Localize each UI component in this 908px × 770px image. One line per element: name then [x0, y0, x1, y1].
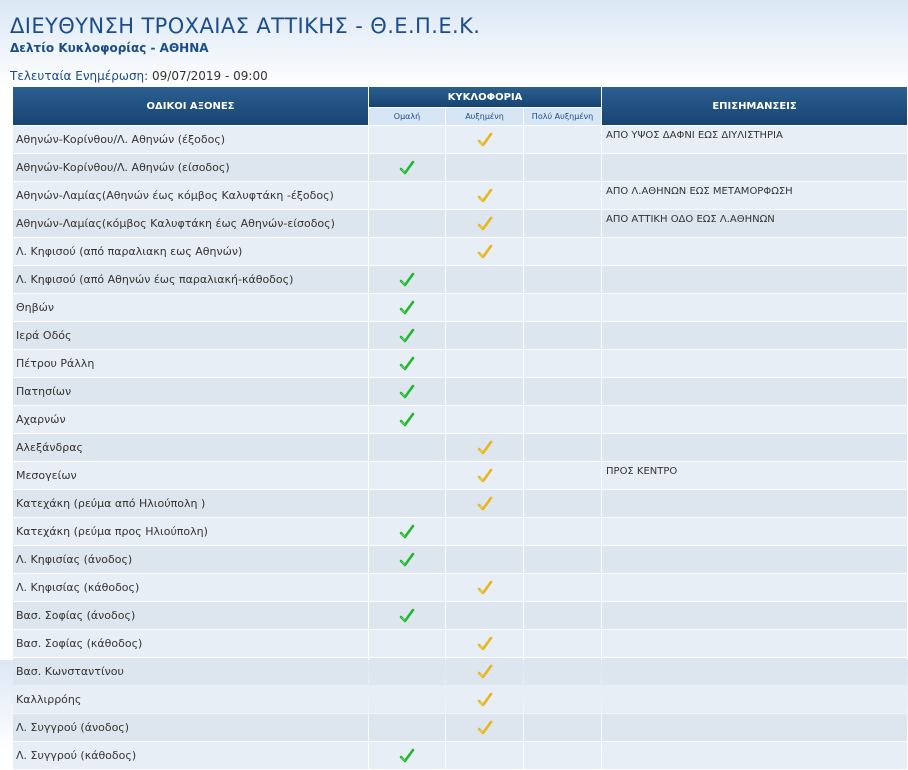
- traffic-level-cell: [446, 630, 523, 657]
- road-name: Λ. Κηφισού (από Αθηνών έως παραλιακή-κάθοδος): [13, 266, 368, 293]
- page-subtitle: Δελτίο Κυκλοφορίας - ΑΘΗΝΑ: [10, 41, 209, 55]
- traffic-level-cell: [524, 210, 601, 237]
- checkmark-icon: [477, 581, 493, 594]
- table-row: [13, 126, 907, 153]
- traffic-level-cell: [446, 238, 523, 265]
- road-name: Λ. Συγγρού (άνοδος): [13, 714, 368, 741]
- traffic-level-cell: [524, 266, 601, 293]
- traffic-level-cell: [369, 686, 445, 713]
- traffic-level-cell: [369, 518, 445, 545]
- traffic-level-cell: [369, 238, 445, 265]
- traffic-level-cell: [369, 574, 445, 601]
- road-name: Μεσογείων: [13, 462, 368, 489]
- traffic-level-cell: [524, 434, 601, 461]
- traffic-level-cell: [524, 658, 601, 685]
- column-header-traffic: ΚΥΚΛΟΦΟΡΙΑ: [369, 87, 601, 107]
- table-row: [13, 742, 907, 769]
- checkmark-icon: [477, 189, 493, 202]
- road-name: Βασ. Σοφίας (άνοδος): [13, 602, 368, 629]
- checkmark-icon: [477, 497, 493, 510]
- column-header-very-increased: Πολύ Αυξημένη: [524, 108, 601, 125]
- traffic-level-cell: [446, 714, 523, 741]
- traffic-level-cell: [446, 658, 523, 685]
- checkmark-icon: [399, 749, 415, 762]
- road-name: Κατεχάκη (ρεύμα προς Ηλιούπολη): [13, 518, 368, 545]
- table-row: [13, 294, 907, 321]
- traffic-level-cell: [369, 406, 445, 433]
- traffic-level-cell: [369, 490, 445, 517]
- table-row: [13, 602, 907, 629]
- traffic-level-cell: [524, 406, 601, 433]
- table-row: [13, 238, 907, 265]
- road-name: Λ. Κηφισού (από παραλιακη εως Αθηνών): [13, 238, 368, 265]
- table-row: [13, 658, 907, 685]
- road-name: Αθηνών-Κορίνθου/Λ. Αθηνών (είσοδος): [13, 154, 368, 181]
- column-header-notes: ΕΠΙΣΗΜΑΝΣΕΙΣ: [602, 87, 907, 125]
- traffic-level-cell: [446, 462, 523, 489]
- checkmark-icon: [399, 385, 415, 398]
- table-row: [13, 546, 907, 573]
- traffic-level-cell: [446, 126, 523, 153]
- road-note: [602, 322, 907, 349]
- checkmark-icon: [399, 357, 415, 370]
- road-name: Αθηνών-Λαμίας(Αθηνών έως κόμβος Καλυφτάκη -έξοδος): [13, 182, 368, 209]
- checkmark-icon: [399, 553, 415, 566]
- road-note: [602, 630, 907, 657]
- road-note: [602, 406, 907, 433]
- table-row: [13, 322, 907, 349]
- checkmark-icon: [399, 273, 415, 286]
- traffic-level-cell: [369, 126, 445, 153]
- table-row: [13, 518, 907, 545]
- road-name: Κατεχάκη (ρεύμα από Ηλιούπολη ): [13, 490, 368, 517]
- road-name: Καλλιρρόης: [13, 686, 368, 713]
- table-row: [13, 714, 907, 741]
- road-name: Αθηνών-Κορίνθου/Λ. Αθηνών (έξοδος): [13, 126, 368, 153]
- road-note: [602, 266, 907, 293]
- column-header-normal: Ομαλή: [369, 108, 445, 125]
- traffic-table: [12, 86, 908, 770]
- traffic-level-cell: [369, 658, 445, 685]
- road-name: Βασ. Σοφίας (κάθοδος): [13, 630, 368, 657]
- checkmark-icon: [399, 413, 415, 426]
- road-note: ΑΠΟ ΥΨΟΣ ΔΑΦΝΙ ΕΩΣ ΔΙΥΛΙΣΤΗΡΙΑ: [602, 126, 907, 153]
- page-title: ΔΙΕΥΘΥΝΣΗ ΤΡΟΧΑΙΑΣ ΑΤΤΙΚΗΣ - Θ.Ε.Π.Ε.Κ.: [10, 14, 481, 38]
- road-name: Πατησίων: [13, 378, 368, 405]
- road-note: [602, 294, 907, 321]
- traffic-level-cell: [446, 294, 523, 321]
- traffic-level-cell: [369, 546, 445, 573]
- road-note: [602, 686, 907, 713]
- table-row: [13, 490, 907, 517]
- table-row: [13, 686, 907, 713]
- traffic-level-cell: [446, 406, 523, 433]
- traffic-level-cell: [446, 154, 523, 181]
- column-header-increased: Αυξημένη: [446, 108, 523, 125]
- road-name: Λ. Κηφισίας (κάθοδος): [13, 574, 368, 601]
- road-note: [602, 602, 907, 629]
- traffic-level-cell: [446, 182, 523, 209]
- road-note: ΑΠΟ Λ.ΑΘΗΝΩΝ ΕΩΣ ΜΕΤΑΜΟΡΦΩΣΗ: [602, 182, 907, 209]
- traffic-level-cell: [524, 462, 601, 489]
- checkmark-icon: [477, 441, 493, 454]
- road-note: [602, 714, 907, 741]
- traffic-level-cell: [524, 686, 601, 713]
- table-row: [13, 462, 907, 489]
- road-name: Αθηνών-Λαμίας(κόμβος Καλυφτάκη έως Αθηνών-είσοδος): [13, 210, 368, 237]
- road-note: ΠΡΟΣ ΚΕΝΤΡΟ: [602, 462, 907, 489]
- checkmark-icon: [477, 693, 493, 706]
- traffic-level-cell: [524, 742, 601, 769]
- road-name: Αλεξάνδρας: [13, 434, 368, 461]
- traffic-rows: [13, 126, 907, 769]
- traffic-level-cell: [446, 210, 523, 237]
- traffic-level-cell: [524, 602, 601, 629]
- checkmark-icon: [477, 217, 493, 230]
- table-row: [13, 378, 907, 405]
- traffic-level-cell: [446, 266, 523, 293]
- road-name: Βασ. Κωνσταντίνου: [13, 658, 368, 685]
- road-name: Ιερά Οδός: [13, 322, 368, 349]
- road-note: [602, 574, 907, 601]
- road-note: ΑΠΟ ΑΤΤΙΚΗ ΟΔΟ ΕΩΣ Λ.ΑΘΗΝΩΝ: [602, 210, 907, 237]
- checkmark-icon: [477, 245, 493, 258]
- traffic-level-cell: [369, 602, 445, 629]
- road-note: [602, 546, 907, 573]
- traffic-level-cell: [369, 182, 445, 209]
- road-name: Θηβών: [13, 294, 368, 321]
- traffic-level-cell: [524, 238, 601, 265]
- traffic-level-cell: [446, 574, 523, 601]
- traffic-level-cell: [369, 154, 445, 181]
- table-row: [13, 406, 907, 433]
- road-note: [602, 434, 907, 461]
- road-note: [602, 658, 907, 685]
- table-row: [13, 630, 907, 657]
- traffic-level-cell: [524, 154, 601, 181]
- traffic-level-cell: [369, 350, 445, 377]
- traffic-level-cell: [524, 378, 601, 405]
- table-row: [13, 350, 907, 377]
- checkmark-icon: [477, 469, 493, 482]
- table-row: [13, 154, 907, 181]
- checkmark-icon: [399, 525, 415, 538]
- checkmark-icon: [477, 133, 493, 146]
- traffic-level-cell: [369, 462, 445, 489]
- road-note: [602, 378, 907, 405]
- checkmark-icon: [477, 665, 493, 678]
- traffic-level-cell: [524, 574, 601, 601]
- checkmark-icon: [477, 721, 493, 734]
- checkmark-icon: [399, 301, 415, 314]
- traffic-level-cell: [524, 630, 601, 657]
- road-name: Αχαρνών: [13, 406, 368, 433]
- traffic-level-cell: [524, 490, 601, 517]
- traffic-level-cell: [524, 714, 601, 741]
- traffic-level-cell: [446, 490, 523, 517]
- traffic-level-cell: [524, 322, 601, 349]
- table-row: [13, 434, 907, 461]
- traffic-level-cell: [369, 210, 445, 237]
- last-updated-label: Τελευταία Ενημέρωση:: [10, 69, 153, 83]
- road-note: [602, 238, 907, 265]
- checkmark-icon: [399, 161, 415, 174]
- column-header-roads: ΟΔΙΚΟΙ ΑΞΟΝΕΣ: [13, 87, 368, 125]
- traffic-level-cell: [446, 322, 523, 349]
- checkmark-icon: [477, 637, 493, 650]
- traffic-level-cell: [446, 546, 523, 573]
- road-note: [602, 154, 907, 181]
- traffic-level-cell: [446, 434, 523, 461]
- last-updated-value: 09/07/2019 - 09:00: [152, 69, 268, 83]
- traffic-level-cell: [524, 126, 601, 153]
- traffic-level-cell: [446, 378, 523, 405]
- traffic-level-cell: [369, 294, 445, 321]
- traffic-level-cell: [369, 322, 445, 349]
- traffic-level-cell: [369, 378, 445, 405]
- traffic-level-cell: [524, 546, 601, 573]
- road-note: [602, 742, 907, 769]
- traffic-level-cell: [524, 350, 601, 377]
- road-name: Λ. Κηφισίας (άνοδος): [13, 546, 368, 573]
- road-name: Πέτρου Ράλλη: [13, 350, 368, 377]
- traffic-level-cell: [524, 294, 601, 321]
- header: [0, 0, 908, 83]
- traffic-level-cell: [524, 518, 601, 545]
- traffic-level-cell: [446, 602, 523, 629]
- traffic-level-cell: [446, 742, 523, 769]
- traffic-level-cell: [446, 350, 523, 377]
- traffic-level-cell: [446, 686, 523, 713]
- checkmark-icon: [399, 609, 415, 622]
- road-name: Λ. Συγγρού (κάθοδος): [13, 742, 368, 769]
- road-note: [602, 350, 907, 377]
- table-row: [13, 266, 907, 293]
- traffic-level-cell: [369, 434, 445, 461]
- road-note: [602, 490, 907, 517]
- traffic-level-cell: [369, 630, 445, 657]
- traffic-level-cell: [446, 518, 523, 545]
- road-note: [602, 518, 907, 545]
- table-row: [13, 182, 907, 209]
- table-row: [13, 210, 907, 237]
- last-updated: [10, 69, 898, 83]
- traffic-level-cell: [369, 714, 445, 741]
- checkmark-icon: [399, 329, 415, 342]
- traffic-level-cell: [524, 182, 601, 209]
- traffic-level-cell: [369, 266, 445, 293]
- table-row: [13, 574, 907, 601]
- traffic-level-cell: [369, 742, 445, 769]
